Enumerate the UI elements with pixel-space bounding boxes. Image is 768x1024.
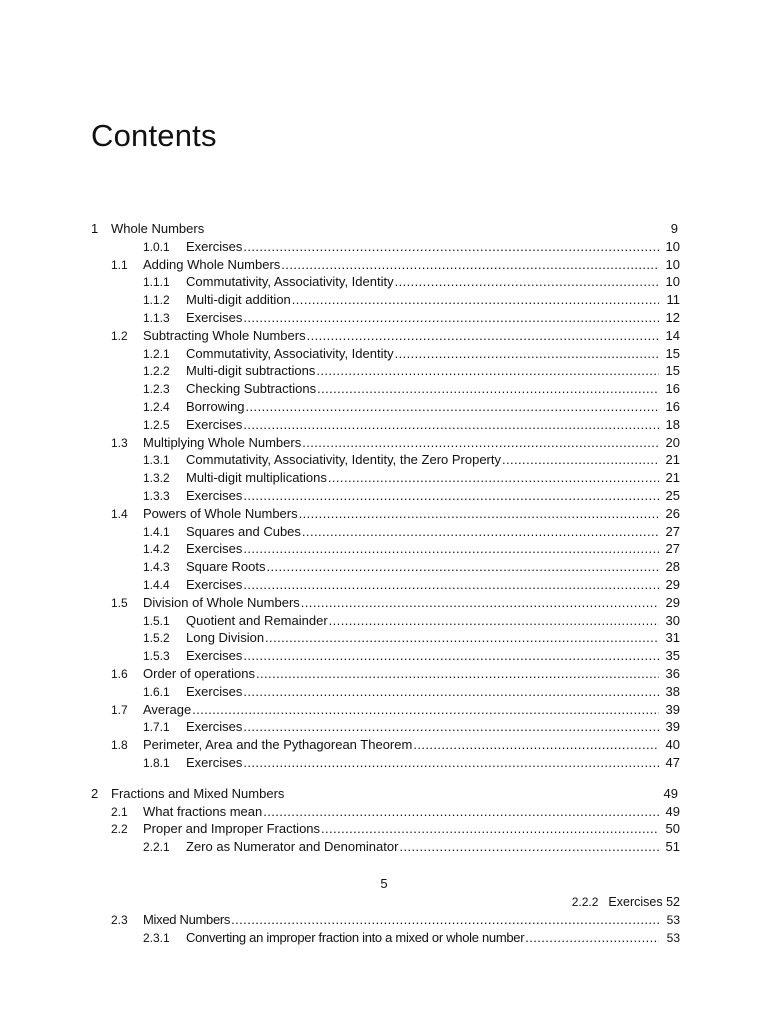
toc-entry-subsection[interactable] (0, 238, 768, 256)
toc-entry-title: What fractions mean (143, 803, 263, 819)
toc-entry-page: 10 (665, 238, 680, 254)
dot-leader (502, 451, 659, 469)
dot-leader (307, 327, 659, 345)
dot-leader (243, 309, 659, 327)
dot-leader (302, 523, 659, 541)
toc-entry-page: 47 (665, 754, 680, 770)
toc-entry-page: 49 (665, 803, 680, 819)
toc-entry-section[interactable] (0, 820, 768, 838)
toc-entry-number: 1 (91, 221, 99, 236)
toc-entry-page: 10 (665, 256, 680, 272)
dot-leader (243, 540, 659, 558)
dot-leader (399, 838, 659, 856)
toc-entry-number: 2.3.1 (143, 930, 170, 945)
toc-entry-page: 53 (666, 930, 680, 945)
toc-entry-number: 1.8 (111, 738, 128, 753)
toc-entry-page: 28 (665, 559, 680, 575)
toc-entry-number: 1.6.1 (143, 684, 170, 699)
toc-entry-number: 1.4.4 (143, 577, 170, 592)
toc-entry-number: 1.1.1 (143, 275, 170, 290)
toc-entry-number: 1.7.1 (143, 720, 170, 735)
toc-entry-section[interactable] (0, 256, 768, 274)
dot-leader (243, 683, 659, 701)
dot-leader (413, 736, 659, 754)
toc-entry-section[interactable] (0, 434, 768, 452)
toc-entry-title: Exercises (186, 487, 243, 503)
toc-entry-title: Exercises (186, 754, 243, 770)
toc-entry-number: 1.5.2 (143, 631, 170, 646)
dot-leader (281, 256, 659, 274)
dot-leader (246, 398, 659, 416)
toc-entry-number: 1.8.1 (143, 755, 170, 770)
toc-entry-page: 31 (665, 630, 680, 646)
toc-entry-title: Average (143, 701, 192, 717)
toc-entry-page: 20 (665, 434, 680, 450)
toc-entry-page: 21 (665, 452, 680, 468)
dot-leader (328, 469, 659, 487)
toc-entry-subsection[interactable] (0, 683, 768, 701)
toc-entry-page: 39 (665, 701, 680, 717)
toc-entry-page: 27 (665, 541, 680, 557)
table-of-contents (0, 220, 768, 856)
toc-entry-subsection[interactable] (0, 838, 768, 856)
toc-entry-subsection[interactable] (0, 576, 768, 594)
toc-entry-page: 50 (665, 821, 680, 837)
toc-entry-number: 1.3 (111, 435, 128, 450)
toc-entry-number: 1.4 (111, 506, 128, 521)
toc-continuation-rows (0, 911, 768, 947)
toc-entry-page: 15 (665, 345, 680, 361)
toc-entry-title: Division of Whole Numbers (143, 594, 300, 610)
toc-entry-title: Multi-digit multiplications (186, 470, 327, 486)
toc-entry-title: Squares and Cubes (186, 523, 301, 539)
toc-entry-section[interactable] (0, 701, 768, 719)
toc-entry-subsection[interactable] (0, 291, 768, 309)
dot-leader (321, 820, 659, 838)
toc-entry-subsection[interactable] (0, 469, 768, 487)
toc-entry-title: Long Division (186, 630, 265, 646)
toc-entry-title: Exercises (186, 683, 243, 699)
toc-entry-title: Exercises (186, 238, 243, 254)
dot-leader (299, 505, 659, 523)
toc-entry-page: 15 (665, 363, 680, 379)
toc-entry-title: Whole Numbers (111, 221, 205, 236)
toc-entry-number: 1.2.5 (143, 417, 170, 432)
toc-entry-title: Multiplying Whole Numbers (143, 434, 302, 450)
page-title: Contents (91, 118, 217, 153)
toc-entry-title: Adding Whole Numbers (143, 256, 281, 272)
dot-leader (265, 629, 659, 647)
toc-entry-number: 1.4.3 (143, 560, 170, 575)
toc-entry-number: 1.4.2 (143, 542, 170, 557)
toc-entry-section[interactable] (0, 327, 768, 345)
toc-entry-title: Exercises (186, 719, 243, 735)
dot-leader (243, 416, 659, 434)
toc-entry-number: 1.2.3 (143, 382, 170, 397)
toc-entry-number: 1.5.1 (143, 613, 170, 628)
toc-entry-subsection[interactable] (0, 273, 768, 291)
toc-entry-title: Multi-digit addition (186, 292, 291, 308)
toc-entry-subsection[interactable] (0, 380, 768, 398)
toc-entry-number: 1.3.2 (143, 471, 170, 486)
toc-entry-number: 2.2 (111, 822, 128, 837)
dot-leader (395, 273, 659, 291)
toc-entry-title: Quotient and Remainder (186, 612, 328, 628)
dot-leader (231, 911, 659, 929)
dot-leader (292, 291, 659, 309)
toc-entry-chapter[interactable] (0, 785, 768, 803)
toc-entry-page: 27 (665, 523, 680, 539)
toc-entry-number: 1.1.3 (143, 310, 170, 325)
toc-entry-title: Multi-digit subtractions (186, 363, 316, 379)
toc-entry-number: 2.2.2 (571, 895, 599, 909)
dot-leader (525, 929, 659, 947)
toc-entry-page: 10 (665, 274, 680, 290)
toc-entry-title: Exercises (186, 416, 243, 432)
toc-entry-subsection[interactable] (0, 929, 768, 947)
toc-entry-subsection[interactable] (0, 487, 768, 505)
toc-entry-page: 25 (665, 487, 680, 503)
toc-entry-subsection[interactable] (0, 647, 768, 665)
toc-entry-number: 1.2.2 (143, 364, 170, 379)
toc-entry-number: 2 (91, 785, 99, 801)
toc-entry-subsection[interactable] (0, 345, 768, 363)
toc-entry-number: 1.7 (111, 702, 128, 717)
toc-entry-title: Perimeter, Area and the Pythagorean Theorem (143, 737, 413, 753)
dot-leader (302, 434, 659, 452)
toc-continuation (0, 893, 768, 947)
toc-entry-number: 1.5 (111, 595, 128, 610)
toc-entry-number: 1.5.3 (143, 649, 170, 664)
toc-entry-title: Mixed Numbers (143, 912, 231, 927)
toc-entry-section[interactable] (0, 594, 768, 612)
dot-leader (317, 380, 659, 398)
toc-entry-subsection[interactable] (0, 451, 768, 469)
toc-entry-title: Zero as Numerator and Denominator (186, 839, 399, 855)
toc-entry-number: 2.1 (111, 804, 128, 819)
dot-leader (263, 803, 659, 821)
toc-entry-title: Commutativity, Associativity, Identity (186, 274, 394, 290)
dot-leader (243, 238, 659, 256)
toc-entry-subsection[interactable] (0, 754, 768, 772)
toc-entry-title: Exercises (186, 309, 243, 325)
toc-entry-chapter[interactable] (0, 220, 768, 238)
toc-entry-page: 12 (665, 309, 680, 325)
toc-entry-page: 14 (665, 327, 680, 343)
toc-entry-title: Exercises (186, 541, 243, 557)
toc-entry-number: 1.4.1 (143, 524, 170, 539)
toc-entry-page: 53 (666, 913, 680, 927)
dot-leader (256, 665, 659, 683)
toc-entry-section[interactable] (0, 803, 768, 821)
toc-entry-number: 1.2 (111, 328, 128, 343)
toc-entry-subsection[interactable] (0, 558, 768, 576)
toc-entry-section[interactable] (0, 665, 768, 683)
dot-leader (243, 576, 659, 594)
dot-leader (243, 754, 659, 772)
toc-entry-subsection[interactable] (0, 718, 768, 736)
toc-entry-page: 18 (665, 416, 680, 432)
toc-entry-page: 9 (670, 221, 678, 236)
toc-entry-section[interactable] (0, 736, 768, 754)
toc-entry-page: 16 (665, 398, 680, 414)
toc-entry-title: Commutativity, Associativity, Identity (186, 345, 394, 361)
toc-entry-page: 21 (665, 470, 680, 486)
dot-leader (316, 362, 659, 380)
toc-continuation-header (0, 893, 768, 911)
toc-entry-page: 38 (665, 683, 680, 699)
toc-entry-subsection[interactable] (0, 523, 768, 541)
toc-entry-page: 40 (665, 737, 680, 753)
toc-entry-page: 29 (665, 594, 680, 610)
toc-entry-subsection[interactable] (0, 612, 768, 630)
toc-entry-number: 1.3.1 (143, 453, 170, 468)
toc-entry-subsection[interactable] (0, 540, 768, 558)
toc-entry-title: Borrowing (186, 398, 245, 414)
toc-entry-title: Powers of Whole Numbers (143, 505, 298, 521)
page-number: 5 (380, 876, 388, 891)
toc-entry-title: Subtracting Whole Numbers (143, 327, 306, 343)
toc-entry-page: 52 (666, 895, 680, 909)
toc-entry-title: Exercises (608, 895, 663, 909)
dot-leader (329, 612, 659, 630)
toc-entry-page: 49 (663, 785, 678, 801)
toc-entry-page: 16 (665, 381, 680, 397)
toc-entry-number: 2.2.1 (143, 840, 170, 855)
toc-entry-page: 29 (665, 576, 680, 592)
dot-leader (243, 487, 659, 505)
toc-entry-title: Commutativity, Associativity, Identity, the Zero Property (186, 452, 501, 468)
toc-entry-subsection[interactable] (0, 629, 768, 647)
dot-leader (395, 345, 659, 363)
toc-entry-title: Proper and Improper Fractions (143, 821, 321, 837)
toc-entry-subsection[interactable] (0, 362, 768, 380)
toc-entry-number: 1.3.3 (143, 488, 170, 503)
toc-entry-section[interactable] (0, 911, 768, 929)
toc-entry-subsection[interactable] (0, 416, 768, 434)
toc-entry-page: 26 (665, 505, 680, 521)
toc-entry-number: 1.2.4 (143, 399, 170, 414)
toc-entry-page: 11 (666, 292, 680, 308)
toc-entry-title: Converting an improper fraction into a mixed or whole number (186, 929, 525, 945)
dot-leader (301, 594, 659, 612)
toc-entry-title: Fractions and Mixed Numbers (111, 785, 285, 801)
toc-entry-page: 30 (665, 612, 680, 628)
toc-entry-title: Exercises (186, 576, 243, 592)
toc-entry-subsection[interactable] (0, 398, 768, 416)
toc-entry-number: 2.3 (111, 913, 128, 927)
dot-leader (243, 718, 659, 736)
toc-entry-page: 39 (665, 719, 680, 735)
toc-entry-title: Order of operations (143, 665, 256, 681)
toc-entry-title: Square Roots (186, 559, 266, 575)
toc-entry-subsection[interactable] (0, 309, 768, 327)
toc-entry-page: 51 (665, 839, 680, 855)
toc-entry-page: 36 (665, 665, 680, 681)
toc-entry-number: 1.6 (111, 666, 128, 681)
toc-entry-number: 1.1.2 (143, 293, 170, 308)
toc-entry-title: Checking Subtractions (186, 381, 317, 397)
toc-entry-page: 35 (665, 648, 680, 664)
dot-leader (243, 647, 659, 665)
dot-leader (192, 701, 659, 719)
dot-leader (267, 558, 660, 576)
toc-entry-title: Exercises (186, 648, 243, 664)
toc-entry-section[interactable] (0, 505, 768, 523)
toc-entry-number: 1.1 (111, 257, 128, 272)
toc-entry-number: 1.0.1 (143, 239, 170, 254)
toc-entry-number: 1.2.1 (143, 346, 170, 361)
